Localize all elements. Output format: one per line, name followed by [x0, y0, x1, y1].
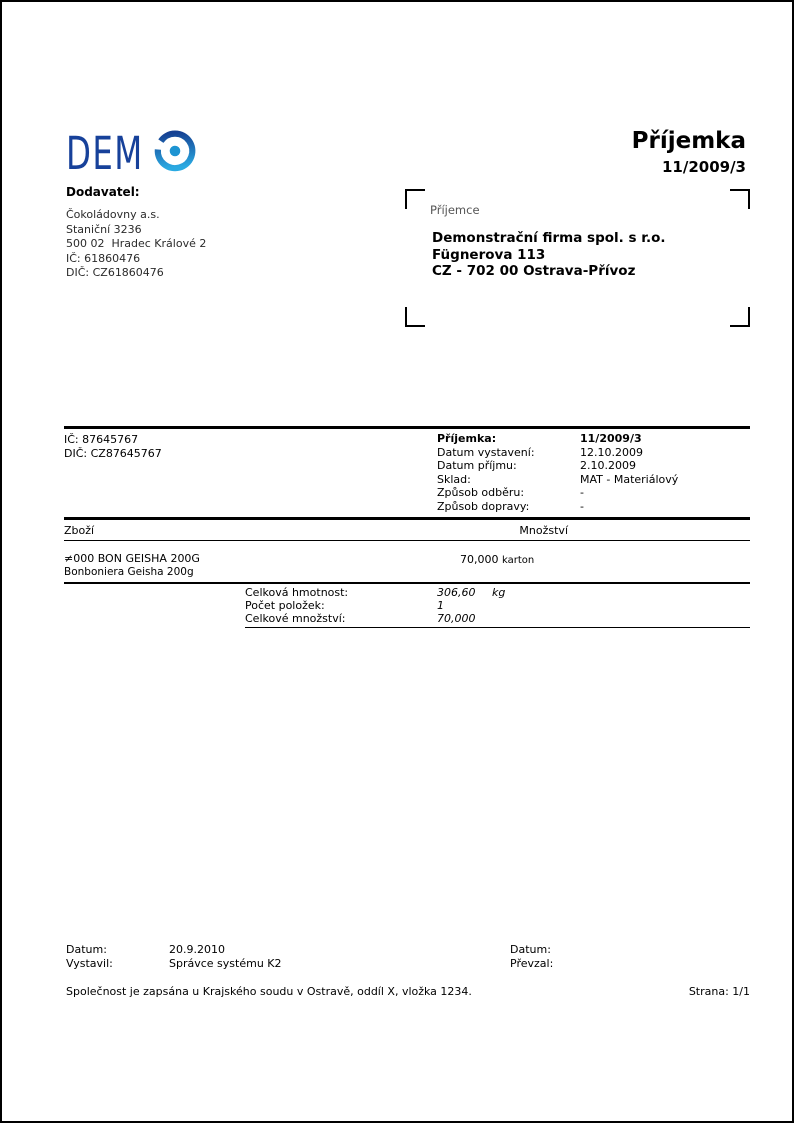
item-quantity-unit: karton: [502, 554, 535, 566]
detail-rows: [437, 432, 750, 514]
window-corner-bottom-left: [405, 307, 425, 327]
signature-row: [66, 943, 282, 957]
detail-value: MAT - Materiálový: [580, 472, 679, 486]
detail-label: Způsob dopravy:: [437, 499, 530, 513]
goods-column-header: Zboží: [64, 523, 95, 537]
detail-row: [437, 446, 750, 460]
detail-label: Příjemka:: [437, 432, 497, 445]
supplier-city: 500 02 Hradec Králové 2: [66, 237, 207, 251]
total-row: [245, 599, 750, 612]
window-corner-top-left: [405, 189, 425, 209]
recipient-label: Příjemce: [430, 203, 480, 217]
details-section: [64, 426, 750, 520]
issuer-ic: IČ: 87645767: [64, 433, 139, 446]
detail-value: 12.10.2009: [580, 445, 643, 459]
detail-value: 2.10.2009: [580, 459, 636, 473]
item-description: Bonboniera Geisha 200g: [64, 565, 194, 578]
document-body: [64, 426, 750, 628]
company-registration-text: Společnost je zapsána u Krajského soudu v Ostravě, oddíl X, vložka 1234.: [66, 985, 472, 998]
supplier-ic: IČ: 61860476: [66, 251, 141, 265]
page-footer: [66, 985, 750, 998]
issuer-dic: DIČ: CZ87645767: [64, 447, 162, 460]
detail-row: [437, 459, 750, 473]
detail-row: [437, 500, 750, 514]
supplier-street: Staniční 3236: [66, 222, 142, 236]
issued-by-value: Správce systému K2: [169, 956, 282, 970]
recipient-address: [432, 230, 665, 280]
total-label: Celková hmotnost:: [245, 585, 349, 599]
item-row: [64, 541, 750, 584]
recipient-street: Fügnerova 113: [432, 246, 546, 263]
items-table-header: [64, 520, 750, 541]
total-value: 306,60: [437, 585, 476, 599]
supplier-label: Dodavatel:: [66, 185, 140, 199]
item-quantity: [460, 553, 534, 566]
item-code-name: ≠000 BON GEISHA 200G: [64, 551, 200, 565]
item-quantity-value: 70,000: [460, 552, 499, 566]
signature-receiver: [510, 943, 600, 971]
recipient-name: Demonstrační firma spol. s r.o.: [432, 230, 666, 246]
detail-value: -: [580, 486, 584, 500]
total-unit: kg: [492, 585, 506, 599]
detail-label: Datum příjmu:: [437, 459, 517, 473]
quantity-column-header: Množství: [519, 523, 568, 537]
detail-row: [437, 473, 750, 487]
detail-label: Datum vystavení:: [437, 445, 535, 459]
detail-row: [437, 432, 750, 446]
signature-row: [510, 943, 600, 957]
company-logo: [66, 126, 198, 180]
total-row: [245, 612, 750, 627]
total-label: Celkové množství:: [245, 612, 346, 626]
document-title: Příjemka: [631, 128, 746, 154]
totals-section: [245, 586, 750, 628]
issued-by-label: Vystavil:: [66, 956, 113, 970]
detail-value: -: [580, 499, 584, 513]
date-label: Datum:: [510, 943, 551, 956]
detail-label: Způsob odběru:: [437, 486, 525, 500]
date-value: 20.9.2010: [169, 943, 225, 956]
logo-text: DEM: [66, 126, 144, 180]
title-block: [632, 128, 746, 176]
total-value: 70,000: [437, 612, 476, 626]
supplier-name: Čokoládovny a.s.: [66, 208, 160, 221]
issuer-ids: [64, 432, 437, 514]
signature-row: [510, 957, 600, 971]
recipient-city: CZ - 702 00 Ostrava-Přívoz: [432, 263, 636, 279]
window-corner-top-right: [730, 189, 750, 209]
window-corner-bottom-right: [730, 307, 750, 327]
supplier-block: [66, 185, 206, 281]
total-value: 1: [437, 598, 444, 612]
address-window: [405, 189, 750, 327]
supplier-dic: DIČ: CZ61860476: [66, 266, 164, 280]
signature-row: [66, 957, 282, 971]
detail-row: [437, 486, 750, 500]
total-row: [245, 586, 750, 599]
detail-value: 11/2009/3: [580, 432, 642, 445]
received-by-label: Převzal:: [510, 956, 554, 970]
document-number: 11/2009/3: [661, 157, 746, 176]
detail-label: Sklad:: [437, 472, 471, 486]
signature-issuer: [66, 943, 282, 971]
date-label: Datum:: [66, 943, 107, 956]
page-number: Strana: 1/1: [688, 985, 750, 998]
logo-circle-icon: [152, 128, 198, 178]
total-label: Počet položek:: [245, 598, 325, 612]
